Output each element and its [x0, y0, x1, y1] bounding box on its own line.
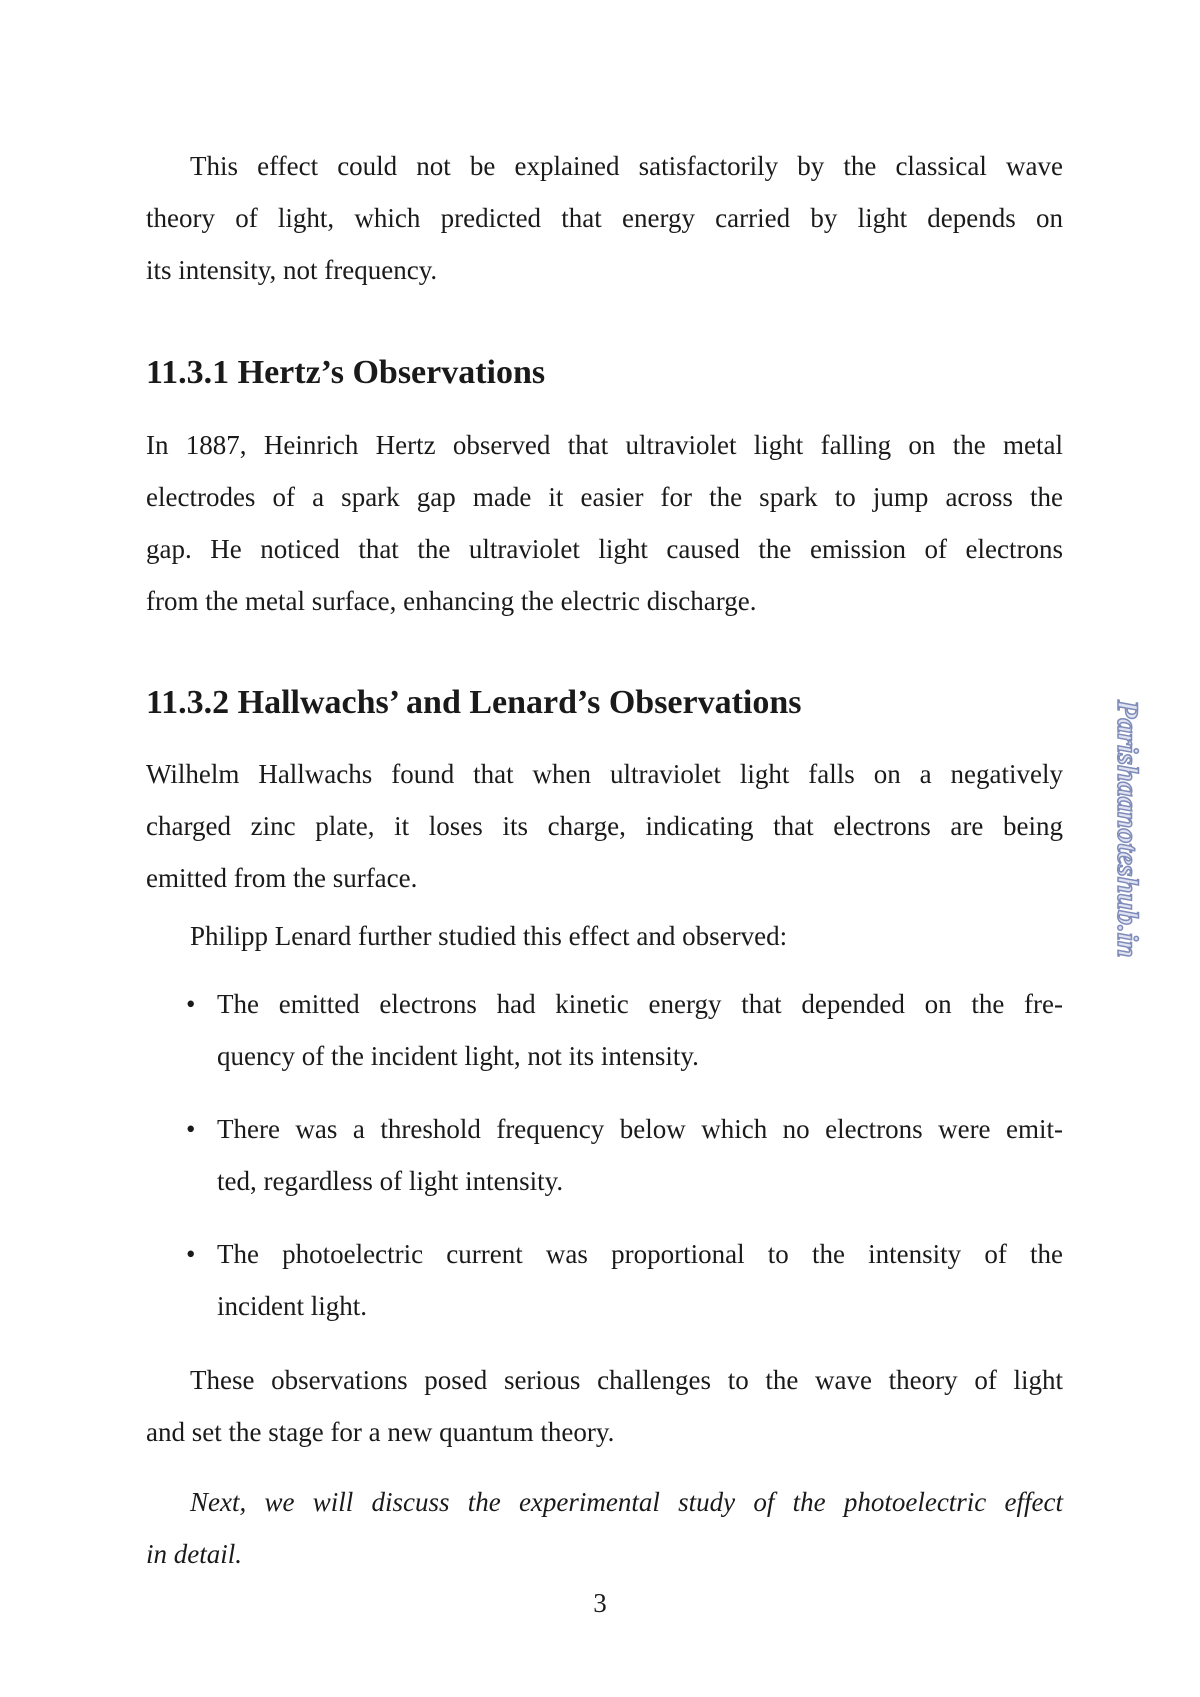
intro-paragraph: [146, 140, 1063, 296]
next-paragraph: [146, 1476, 1063, 1580]
text-line: Philipp Lenard further studied this effect and observed:: [190, 921, 788, 951]
hallwachs-paragraph: [146, 748, 1063, 904]
section-heading-hallwachs-lenard: 11.3.2 Hallwachs’ and Lenard’s Observations: [146, 684, 802, 721]
text-line: ted, regardless of light intensity.: [217, 1166, 564, 1196]
text-line: its intensity, not frequency.: [146, 255, 438, 285]
bullet-text: [217, 1228, 1063, 1332]
bullet-icon: •: [186, 1114, 196, 1144]
text-line: from the metal surface, enhancing the electric discharge.: [146, 586, 757, 616]
text-line: quency of the incident light, not its intensity.: [217, 1041, 699, 1071]
section-heading-hertz: 11.3.1 Hertz’s Observations: [146, 354, 546, 391]
text-line: and set the stage for a new quantum theory.: [146, 1417, 615, 1447]
bullet-text: [217, 1103, 1063, 1207]
bullet-icon: •: [186, 1239, 196, 1269]
text-line: Next, we will discuss the experimental study of the photoelectric effect: [190, 1487, 1063, 1517]
watermark: Parishaanoteshub.in: [1111, 700, 1144, 958]
text-line: gap. He noticed that the ultraviolet light caused the emission of electrons: [146, 534, 1063, 564]
text-line: Wilhelm Hallwachs found that when ultraviolet light falls on a negatively: [146, 759, 1063, 789]
page-number: 3: [593, 1588, 607, 1618]
text-line: These observations posed serious challenges to the wave theory of light: [190, 1365, 1063, 1395]
lenard-paragraph: [146, 910, 1063, 962]
text-line: The photoelectric current was proportional to the intensity of the: [217, 1239, 1063, 1269]
hertz-paragraph: [146, 419, 1063, 627]
conclusion-paragraph: [146, 1354, 1063, 1458]
text-line: electrodes of a spark gap made it easier for the spark to jump across the: [146, 482, 1063, 512]
text-line: This effect could not be explained satisfactorily by the classical wave: [190, 151, 1063, 181]
text-line: in detail.: [146, 1539, 242, 1569]
text-line: theory of light, which predicted that energy carried by light depends on: [146, 203, 1063, 233]
text-line: There was a threshold frequency below which no electrons were emit-: [217, 1114, 1063, 1144]
bullet-text: [217, 978, 1063, 1082]
bullet-icon: •: [186, 989, 196, 1019]
text-line: charged zinc plate, it loses its charge, indicating that electrons are being: [146, 811, 1063, 841]
text-line: In 1887, Heinrich Hertz observed that ultraviolet light falling on the metal: [146, 430, 1063, 460]
text-line: incident light.: [217, 1291, 367, 1321]
text-line: The emitted electrons had kinetic energy that depended on the fre-: [217, 989, 1063, 1019]
text-line: emitted from the surface.: [146, 863, 418, 893]
